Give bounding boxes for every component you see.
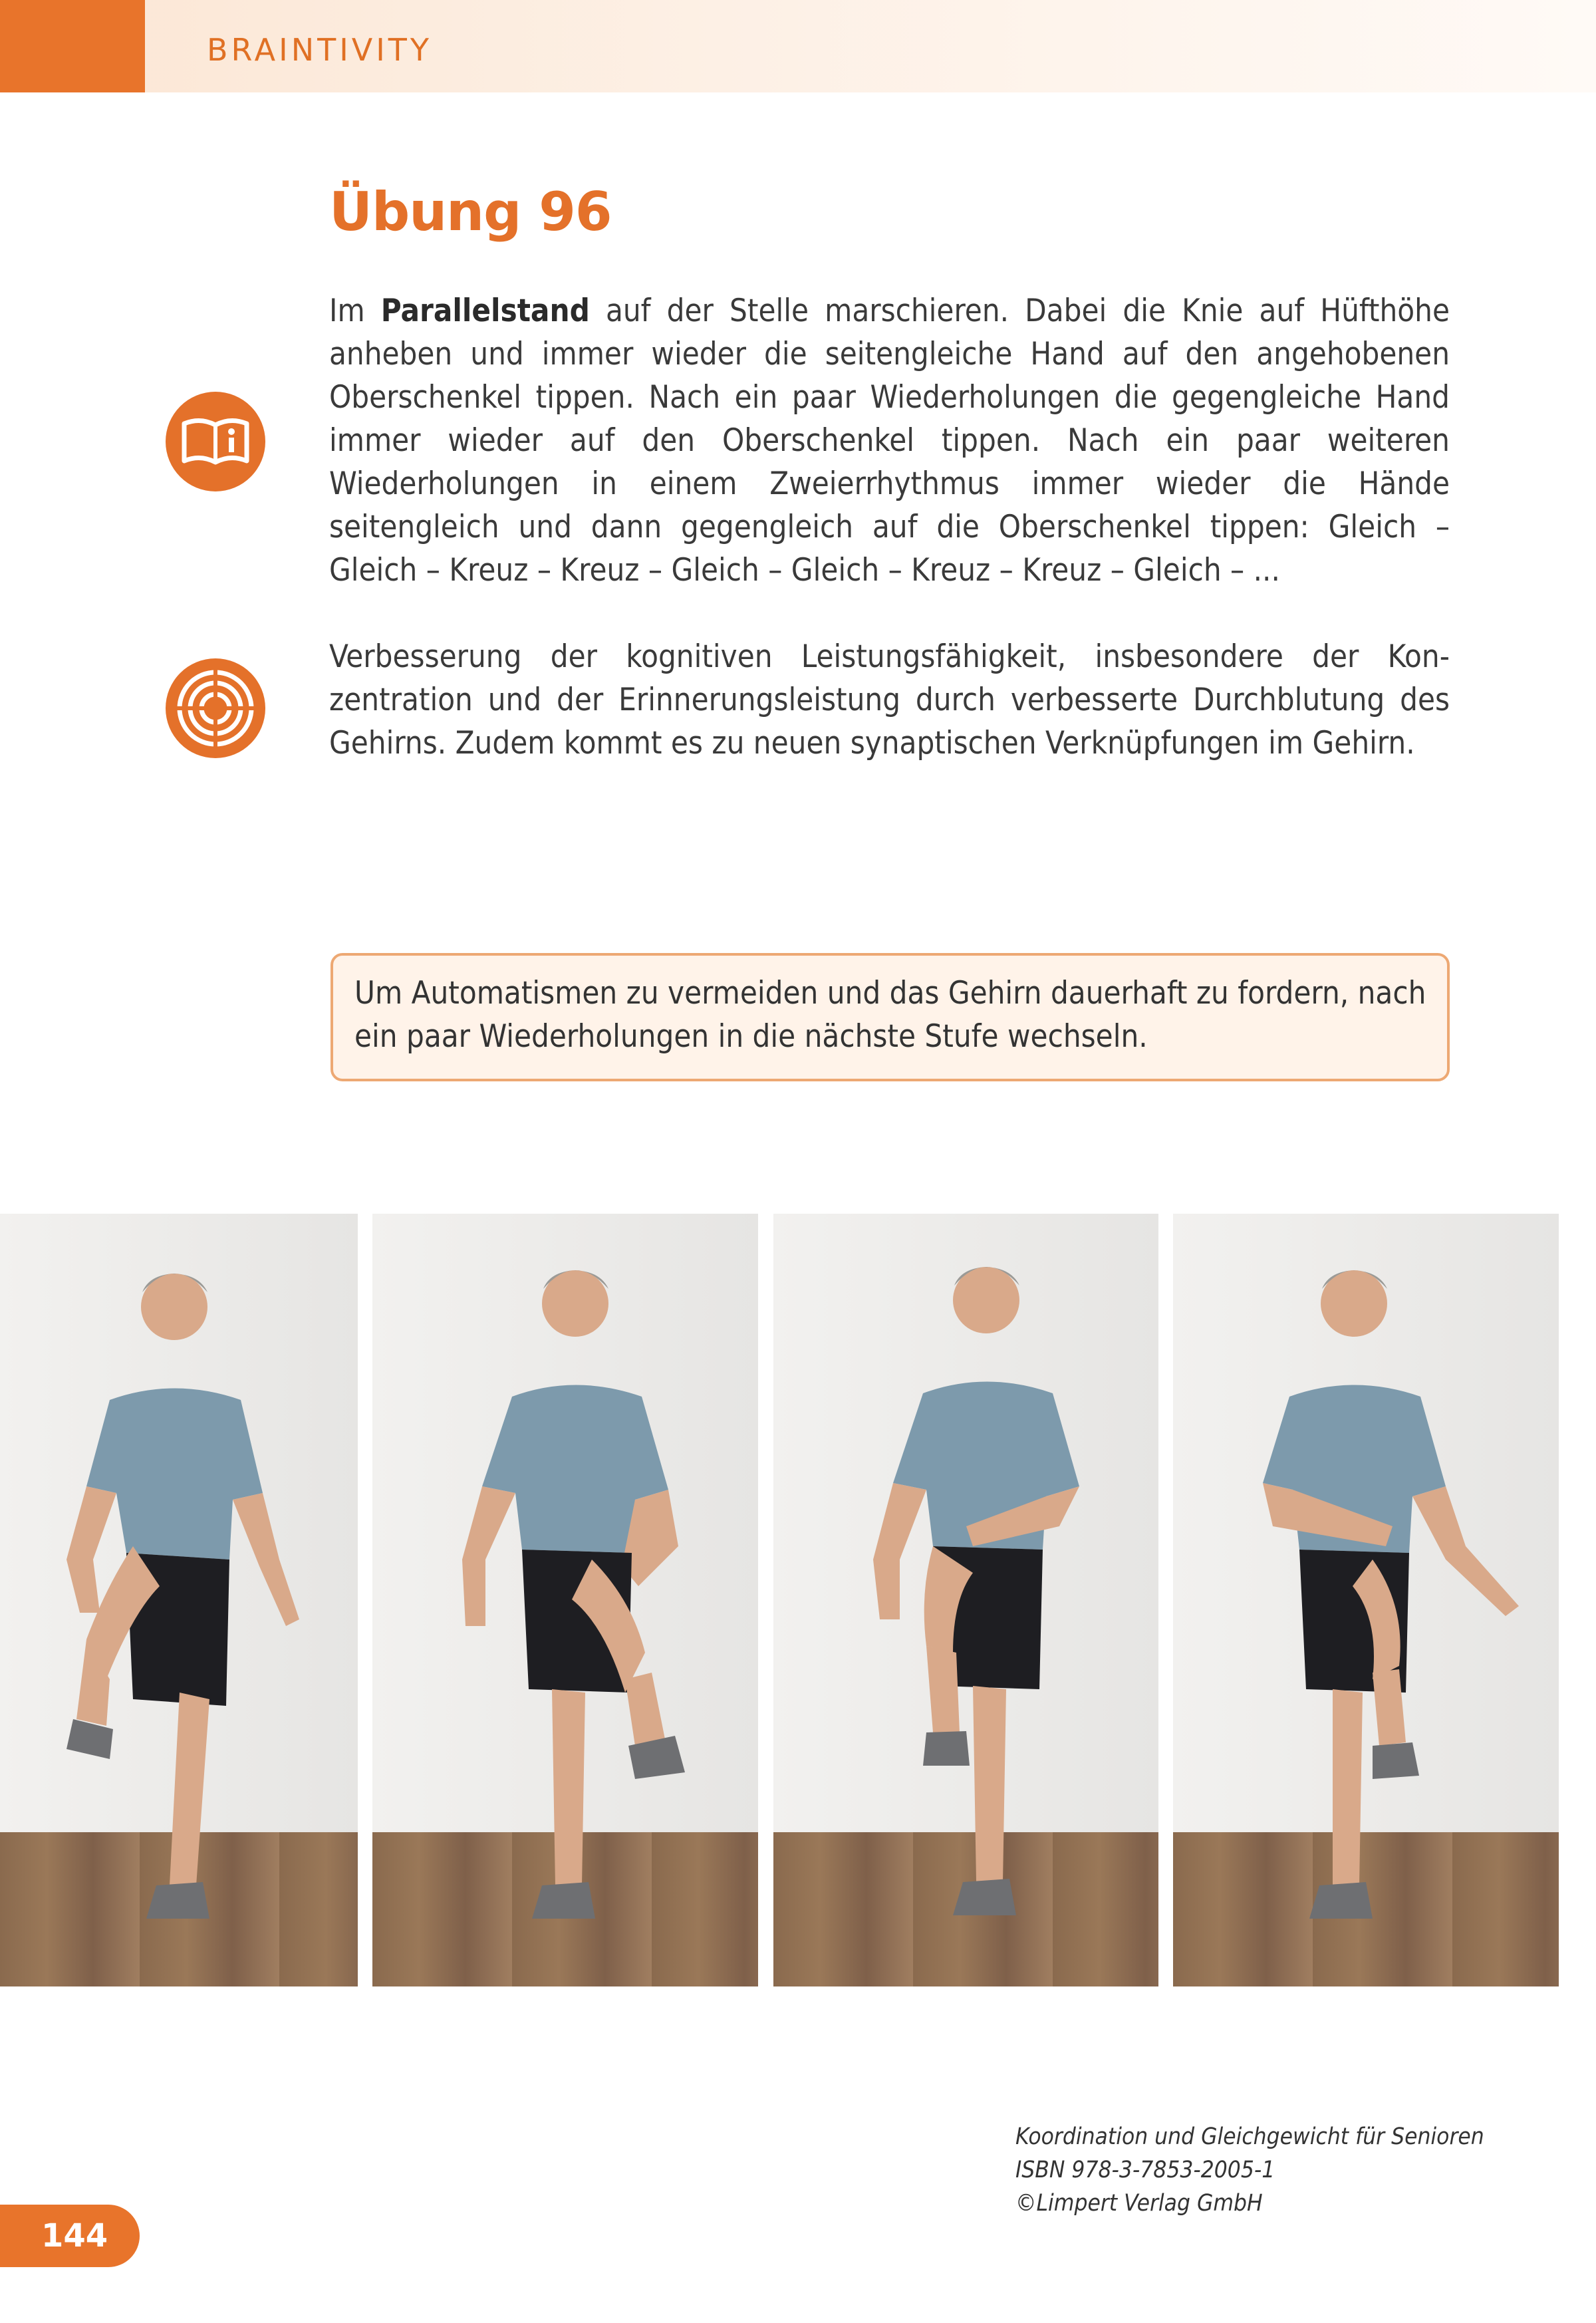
step-3-photo (773, 1214, 1158, 1986)
book-credits (1015, 2120, 1484, 2220)
step-1-photo (0, 1214, 358, 1986)
exercise-title: Übung 96 (329, 181, 612, 243)
book-title: Koordination und Gleichgewicht für Senioren (1015, 2123, 1484, 2150)
tip-text: Um Automatismen zu vermeiden und das Gehirn dauerhaft zu fordern, nach ein paar Wiederholungen in die nächste Stufe wechseln. (354, 975, 1426, 1055)
exercise-benefit: Verbesserung der kognitiven Leistungsfähigkeit, insbesondere der Konzentration und der Erinnerungsleistung durch verbesserte Durchblutung des Gehirns. Zudem kommt es zu neuen synaptischen Verknüpfungen im Gehirn. (329, 638, 1450, 761)
book-isbn: ISBN 978-3-7853-2005-1 (1015, 2157, 1275, 2183)
book-info-icon (166, 392, 265, 491)
header-accent-tab (0, 0, 145, 92)
page-header (0, 0, 1596, 92)
exercise-description: Im Parallelstand auf der Stelle marschieren. Dabei die Knie auf Hüfthöhe anheben und immer wieder die seitengleiche Hand auf den angehobenen Oberschenkel tippen. Nach ein paar Wiederholungen die gegengleiche Hand immer wieder auf den Oberschenkel tippen. Nach ein paar weiteren Wiederholungen in einem Zweierrhythmus immer wieder die Hände seitengleich und dann gegengleich auf die Oberschenkel tippen: Gleich – Gleich – Kreuz – Kreuz – Gleich – Gleich – Kreuz – Kreuz – Gleich – ... (329, 293, 1450, 589)
step-4-photo (1173, 1214, 1559, 1986)
page-number: 144 (41, 2217, 108, 2255)
header-brand: BRAINTIVITY (207, 32, 432, 68)
book-publisher: ©Limpert Verlag GmbH (1015, 2190, 1263, 2217)
target-icon (166, 658, 265, 758)
bold-term: Parallelstand (380, 293, 590, 329)
step-2-photo (372, 1214, 758, 1986)
tip-box (331, 953, 1450, 1081)
page-number-badge (0, 2205, 140, 2267)
